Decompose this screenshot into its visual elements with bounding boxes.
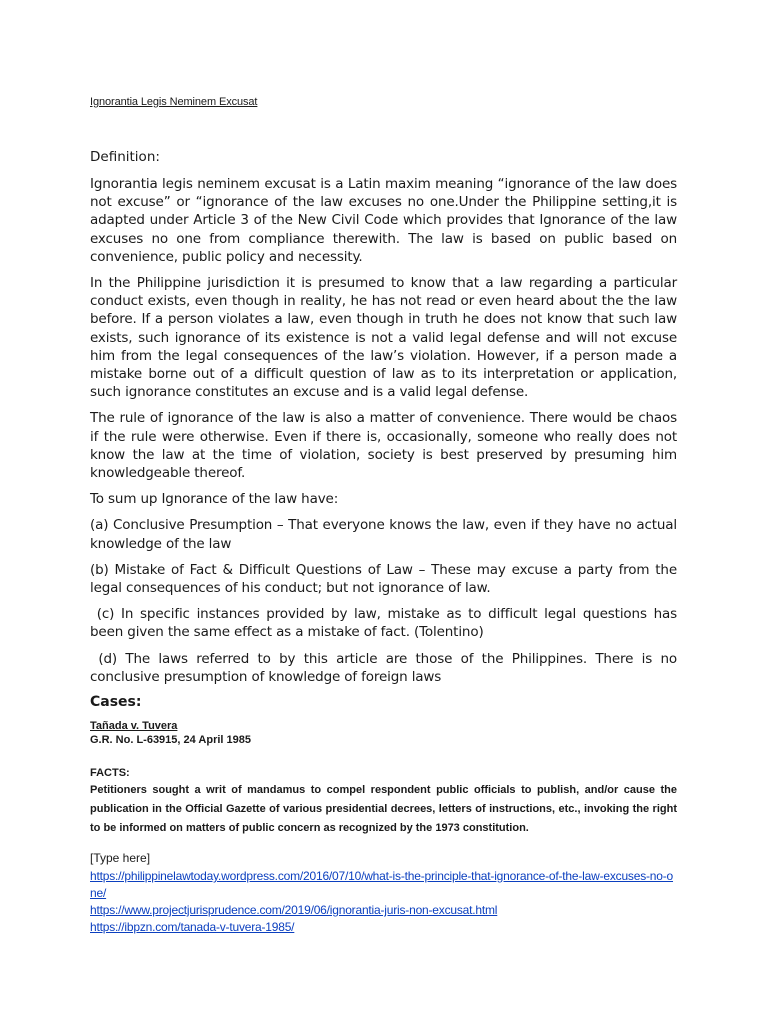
case-name: Tañada v. Tuvera (90, 720, 178, 733)
link-projectjurisprudence[interactable]: https://www.projectjurisprudence.com/2019/06/ignorantia-juris-non-excusat.html (90, 903, 498, 918)
document-page (90, 96, 682, 936)
paragraph-sum-up: To sum up Ignorance of the law have: (90, 491, 339, 508)
link-ibpzn[interactable]: https://ibpzn.com/tanada-v-tuvera-1985/ (90, 920, 295, 935)
list-item-b: (b) Mistake of Fact & Difficult Questions of Law – These may excuse a party from the legal consequences of his conduct; but not ignorance of law. (90, 561, 677, 597)
document-title: Ignorantia Legis Neminem Excusat (90, 96, 258, 108)
facts-label: FACTS: (90, 767, 130, 780)
cases-heading: Cases: (90, 694, 142, 711)
type-here-placeholder: [Type here] (90, 851, 151, 866)
list-item-d: (d) The laws referred to by this article are those of the Philippines. There is no conclusive presumption of knowledge of foreign laws (90, 650, 682, 685)
definition-label: Definition: (90, 149, 160, 165)
facts-text: Petitioners sought a writ of mandamus to compel respondent public officials to publish, and/or cause the publication in the Official Gazette of various presidential decrees, letters of instructions, etc., invoking the right to be informed on matters of public concern as recognized by the 1973 constitution. (90, 784, 677, 835)
paragraph-convenience: The rule of ignorance of the law is also a matter of convenience. There would be chaos if the rule were otherwise. Even if there is, occasionally, someone who really does not know the law at the time of violation, society is best preserved by presuming him knowledgeable thereof. (90, 410, 677, 482)
link-philippinelawtoday[interactable]: https://philippinelawtoday.wordpress.com/2016/07/10/what-is-the-principle-that-ignorance-of-the-law-excuses-no-one/ (90, 869, 674, 901)
paragraph-jurisdiction: In the Philippine jurisdiction it is presumed to know that a law regarding a particular conduct exists, even though in reality, he has not read or even heard about the the law before. If a person violates a law, even though in truth he does not know that such law exists, such ignorance of its existence is not a valid legal defense and will not excuse him from the legal consequences of the law’s violation. However, if a person made a mistake borne out of a difficult question of law as to its interpretation or application, such ignorance constitutes an excuse and is a valid legal defense. (90, 275, 677, 401)
case-reference: G.R. No. L-63915, 24 April 1985 (90, 734, 251, 747)
paragraph-definition: Ignorantia legis neminem excusat is a Latin maxim meaning “ignorance of the law does not excuse” or “ignorance of the law excuses no one.Under the Philippine setting,it is adapted under Article 3 of the New Civil Code which provides that Ignorance of the law excuses no one from compliance therewith. The law is based on public based on convenience, public policy and necessity. (90, 176, 677, 265)
list-item-a: (a) Conclusive Presumption – That everyone knows the law, even if they have no actual knowledge of the law (90, 517, 677, 552)
list-item-c: (c) In specific instances provided by law, mistake as to difficult legal questions has been given the same effect as a mistake of fact. (Tolentino) (90, 606, 682, 641)
